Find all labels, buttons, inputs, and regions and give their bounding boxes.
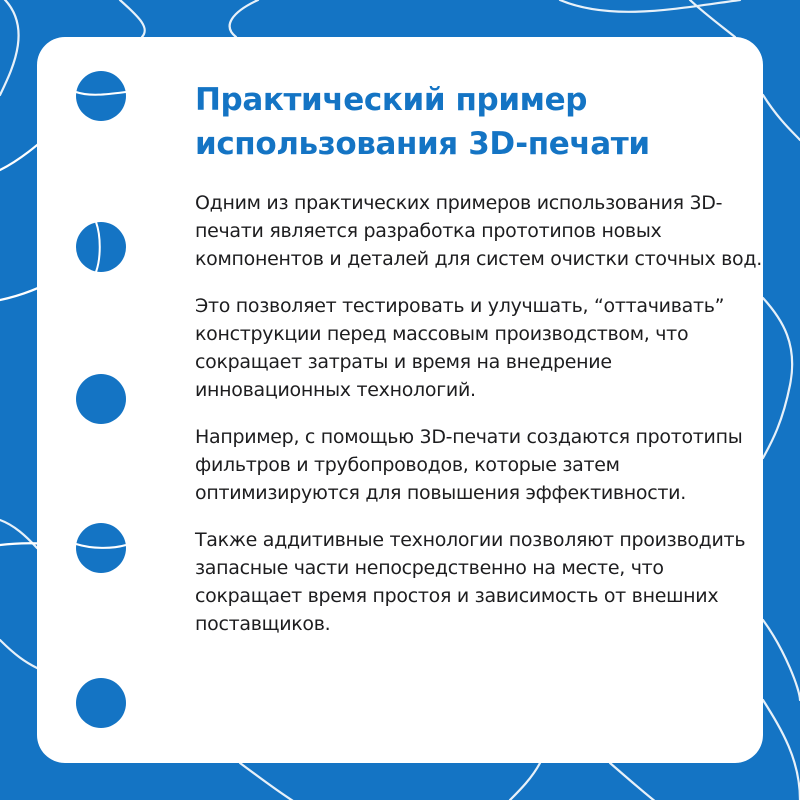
page-title: Практический пример использования 3D-печати bbox=[195, 82, 650, 162]
body-text bbox=[195, 189, 765, 657]
paragraph-3: Например, с помощью 3D-печати создаются прототипы фильтров и трубопроводов, которые затем оптимизируются для повышения эффективности. bbox=[195, 426, 743, 504]
paragraph-4: Также аддитивные технологии позволяют производить запасные части непосредственно на месте, что сокращает время простоя и зависимость от внешних поставщиков. bbox=[195, 529, 746, 635]
paragraph-1: Одним из практических примеров использования 3D-печати является разработка прототипов новых компонентов и деталей для систем очистки сточных вод. bbox=[195, 192, 762, 270]
paragraph-2: Это позволяет тестировать и улучшать, “оттачивать” конструкции перед массовым производством, что сокращает затраты и время на внедрение инновационных технологий. bbox=[195, 295, 725, 401]
